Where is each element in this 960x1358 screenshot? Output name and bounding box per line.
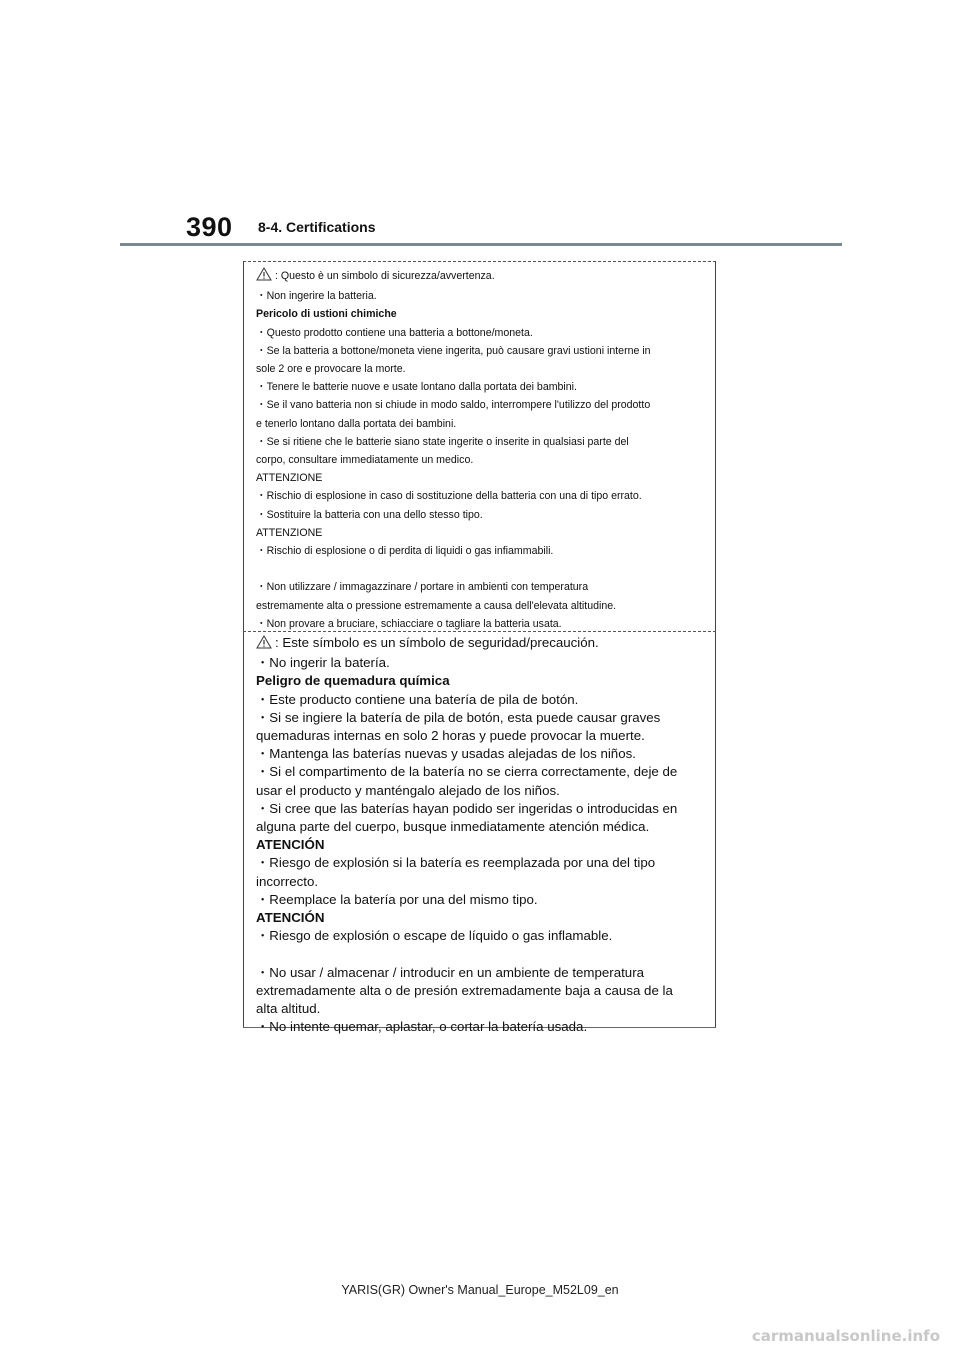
notice-heading: ATTENZIONE	[256, 526, 323, 539]
header-rule	[120, 243, 842, 246]
watermark: carmanualsonline.info	[751, 1327, 940, 1345]
notice-line: ・Mantenga las baterías nuevas y usadas alejadas de los niños.	[256, 746, 636, 762]
notice-line: ・Se il vano batteria non si chiude in modo saldo, interrompere l'utilizzo del prodotto	[256, 399, 651, 412]
notice-line: extremadamente alta o de presión extremadamente baja a causa de la	[256, 982, 673, 998]
notice-box-left-edge	[243, 261, 244, 1028]
battery-notice-box	[243, 261, 716, 1035]
notice-spanish	[256, 634, 704, 1036]
notice-line: ・Rischio di esplosione o di perdita di liquidi o gas infiammabili.	[256, 545, 554, 558]
notice-line: alta altitud.	[256, 1001, 321, 1017]
notice-line: ・Riesgo de explosión si la batería es reemplazada por una del tipo	[256, 855, 656, 871]
notice-line: ・Se la batteria a bottone/moneta viene ingerita, può causare gravi ustioni interne in	[256, 344, 651, 357]
notice-line: alguna parte del cuerpo, busque inmediatamente atención médica.	[256, 819, 650, 835]
notice-line: usar el producto y manténgalo alejado de los niños.	[256, 782, 560, 798]
notice-line: ・Se si ritiene che le batterie siano state ingerite o inserite in qualsiasi parte del	[256, 435, 629, 448]
notice-line: ・No intente quemar, aplastar, o cortar la batería usada.	[256, 1019, 588, 1035]
warning-triangle-icon	[256, 267, 272, 287]
notice-italian	[256, 267, 704, 633]
blank-line	[256, 560, 704, 578]
notice-line: ・Reemplace la batería por una del mismo tipo.	[256, 891, 538, 907]
notice-line: ・Tenere le batterie nuove e usate lontano dalla portata dei bambini.	[256, 381, 577, 394]
symbol-line	[256, 634, 704, 654]
notice-box-right-edge	[715, 261, 716, 1028]
symbol-line	[256, 267, 704, 287]
notice-line: ・Rischio di esplosione in caso di sostituzione della batteria con una di tipo errato.	[256, 490, 642, 503]
notice-heading: ATENCIÓN	[256, 837, 325, 853]
notice-line: ・Non utilizzare / immagazzinare / portare in ambienti con temperatura	[256, 581, 589, 594]
notice-line: ・Si el compartimento de la batería no se cierra correctamente, deje de	[256, 764, 678, 780]
symbol-line-text: : Este símbolo es un símbolo de seguridad/precaución.	[275, 635, 599, 650]
symbol-line-text: : Questo è un simbolo di sicurezza/avvertenza.	[275, 270, 495, 282]
notice-line: ・Riesgo de explosión o escape de líquido o gas inflamable.	[256, 928, 613, 944]
notice-line: ・No ingerir la batería.	[256, 655, 390, 671]
footer-manual-name: YARIS(GR) Owner's Manual_Europe_M52L09_en	[341, 1283, 619, 1297]
notice-line: e tenerlo lontano dalla portata dei bambini.	[256, 417, 457, 430]
notice-box-top-edge	[243, 261, 716, 262]
notice-heading: ATENCIÓN	[256, 910, 325, 926]
notice-line: incorrecto.	[256, 873, 319, 889]
section-title: 8-4. Certifications	[258, 219, 376, 235]
notice-heading: Pericolo di ustioni chimiche	[256, 308, 397, 321]
notice-line: ・Si cree que las baterías hayan podido ser ingeridas o introducidas en	[256, 800, 678, 816]
notice-line: corpo, consultare immediatamente un medico.	[256, 454, 474, 467]
notice-heading: ATTENZIONE	[256, 472, 323, 485]
blank-line	[256, 945, 704, 963]
warning-triangle-icon	[256, 635, 272, 654]
notice-line: estremamente alta o pressione estremamente a causa dell'elevata altitudine.	[256, 599, 617, 612]
notice-line: ・No usar / almacenar / introducir en un ambiente de temperatura	[256, 964, 645, 980]
notice-line: ・Sostituire la batteria con una dello stesso tipo.	[256, 508, 483, 521]
notice-line: ・Non provare a bruciare, schiacciare o tagliare la batteria usata.	[256, 617, 562, 630]
notice-line: ・Non ingerire la batteria.	[256, 290, 377, 303]
notice-line: quemaduras internas en solo 2 horas y puede provocar la muerte.	[256, 728, 645, 744]
notice-line: ・Si se ingiere la batería de pila de botón, esta puede causar graves	[256, 709, 661, 725]
notice-line: ・Questo prodotto contiene una batteria a bottone/moneta.	[256, 326, 533, 339]
notice-line: ・Este producto contiene una batería de pila de botón.	[256, 691, 579, 707]
notice-line: sole 2 ore e provocare la morte.	[256, 363, 406, 376]
page-number: 390	[186, 212, 233, 242]
notice-heading: Peligro de quemadura química	[256, 673, 450, 689]
